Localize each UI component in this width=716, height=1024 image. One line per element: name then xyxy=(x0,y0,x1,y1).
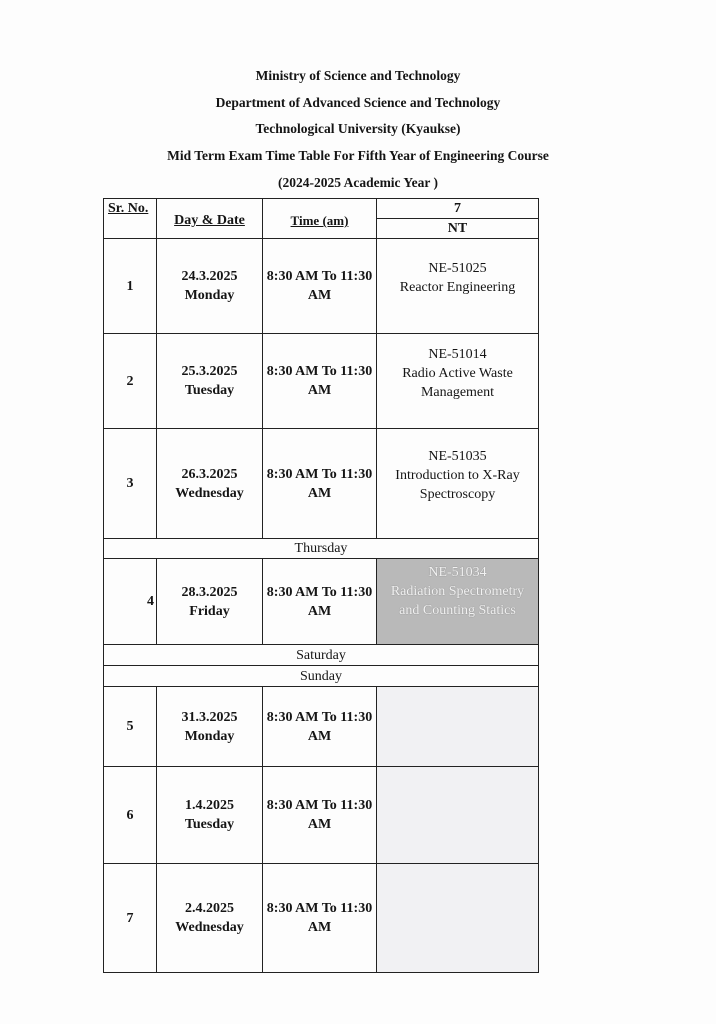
row-sr: 3 xyxy=(104,429,157,539)
row-day: Tuesday xyxy=(184,817,235,832)
row-time: 8:30 AM To 11:30 AM xyxy=(263,687,377,767)
row-date: 26.3.2025 xyxy=(181,466,238,482)
row-date: 1.4.2025 xyxy=(185,798,234,813)
department-title: Department of Advanced Science and Technology xyxy=(215,95,501,110)
row-day: Wednesday xyxy=(175,920,244,935)
row-date-cell xyxy=(157,864,263,973)
row-time: 8:30 AM To 11:30 AM xyxy=(263,559,377,645)
gap-row-thursday: Thursday xyxy=(104,539,539,559)
row-subject-cell xyxy=(377,429,539,539)
academic-year: (2024-2025 Academic Year ) xyxy=(277,175,439,190)
university-title: Technological University (Kyaukse) xyxy=(255,121,461,136)
row-date-cell xyxy=(157,767,263,864)
row-date-cell xyxy=(157,334,263,429)
row-subject-cell xyxy=(377,239,539,334)
row-date: 31.3.2025 xyxy=(181,709,238,725)
row-subject-cell xyxy=(377,334,539,429)
subject-name: Reactor Engineering xyxy=(399,280,516,295)
subject-code: NE-51014 xyxy=(428,346,487,362)
row-sr: 6 xyxy=(104,767,157,864)
header-department: NT xyxy=(377,219,539,239)
row-date-cell xyxy=(157,687,263,767)
row-sr: 5 xyxy=(104,687,157,767)
header-time: Time (am) xyxy=(263,199,377,239)
header-sr-no: Sr. No. xyxy=(104,199,157,239)
subject-name: Radio Active Waste xyxy=(402,365,513,381)
row-time: 8:30 AM To 11:30 AM xyxy=(263,864,377,973)
table-row xyxy=(104,864,539,973)
row-subject-cell-empty xyxy=(377,687,539,767)
row-date-cell xyxy=(157,429,263,539)
row-subject-cell-empty xyxy=(377,767,539,864)
header-day-date: Day & Date xyxy=(157,199,263,239)
subject-name: Introduction to X-Ray xyxy=(395,468,520,483)
table-row xyxy=(104,334,539,429)
row-time: 8:30 AM To 11:30 AM xyxy=(263,239,377,334)
gap-row-saturday: Saturday xyxy=(104,645,539,666)
gap-row-sunday: Sunday xyxy=(104,666,539,687)
table-row xyxy=(104,687,539,767)
row-time: 8:30 AM To 11:30 AM xyxy=(263,429,377,539)
row-time: 8:30 AM To 11:30 AM xyxy=(263,767,377,864)
table-row xyxy=(104,429,539,539)
row-date: 28.3.2025 xyxy=(181,584,238,600)
table-row xyxy=(104,559,539,645)
row-date: 25.3.2025 xyxy=(181,364,238,379)
subject-name: Radiation Spectrometry xyxy=(390,584,525,599)
table-row xyxy=(104,239,539,334)
subject-code: NE-51025 xyxy=(428,261,487,276)
row-sr: 2 xyxy=(104,334,157,429)
row-day: Tuesday xyxy=(184,383,235,398)
exam-timetable xyxy=(103,198,539,973)
row-day: Wednesday xyxy=(175,485,244,501)
row-date: 2.4.2025 xyxy=(185,901,234,916)
row-date-cell xyxy=(157,559,263,645)
row-sr: 4 xyxy=(104,559,157,645)
ministry-title: Ministry of Science and Technology xyxy=(255,68,461,83)
row-time: 8:30 AM To 11:30 AM xyxy=(263,334,377,429)
row-day: Monday xyxy=(184,288,235,303)
subject-name-cont: Spectroscopy xyxy=(419,487,496,502)
row-day: Monday xyxy=(184,728,235,744)
subject-name-cont: Management xyxy=(420,384,495,400)
row-subject-cell-shaded xyxy=(377,559,539,645)
subject-name-cont: and Counting Statics xyxy=(399,603,516,618)
table-row xyxy=(104,767,539,864)
exam-title: Mid Term Exam Time Table For Fifth Year of Engineering Course xyxy=(167,148,549,163)
row-subject-cell-empty xyxy=(377,864,539,973)
row-sr: 1 xyxy=(104,239,157,334)
row-sr: 7 xyxy=(104,864,157,973)
row-day: Friday xyxy=(189,603,230,619)
row-date-cell xyxy=(157,239,263,334)
subject-code: NE-51035 xyxy=(428,449,487,464)
header-semester: 7 xyxy=(377,199,539,219)
subject-code: NE-51034 xyxy=(428,565,487,580)
row-date: 24.3.2025 xyxy=(181,269,238,284)
